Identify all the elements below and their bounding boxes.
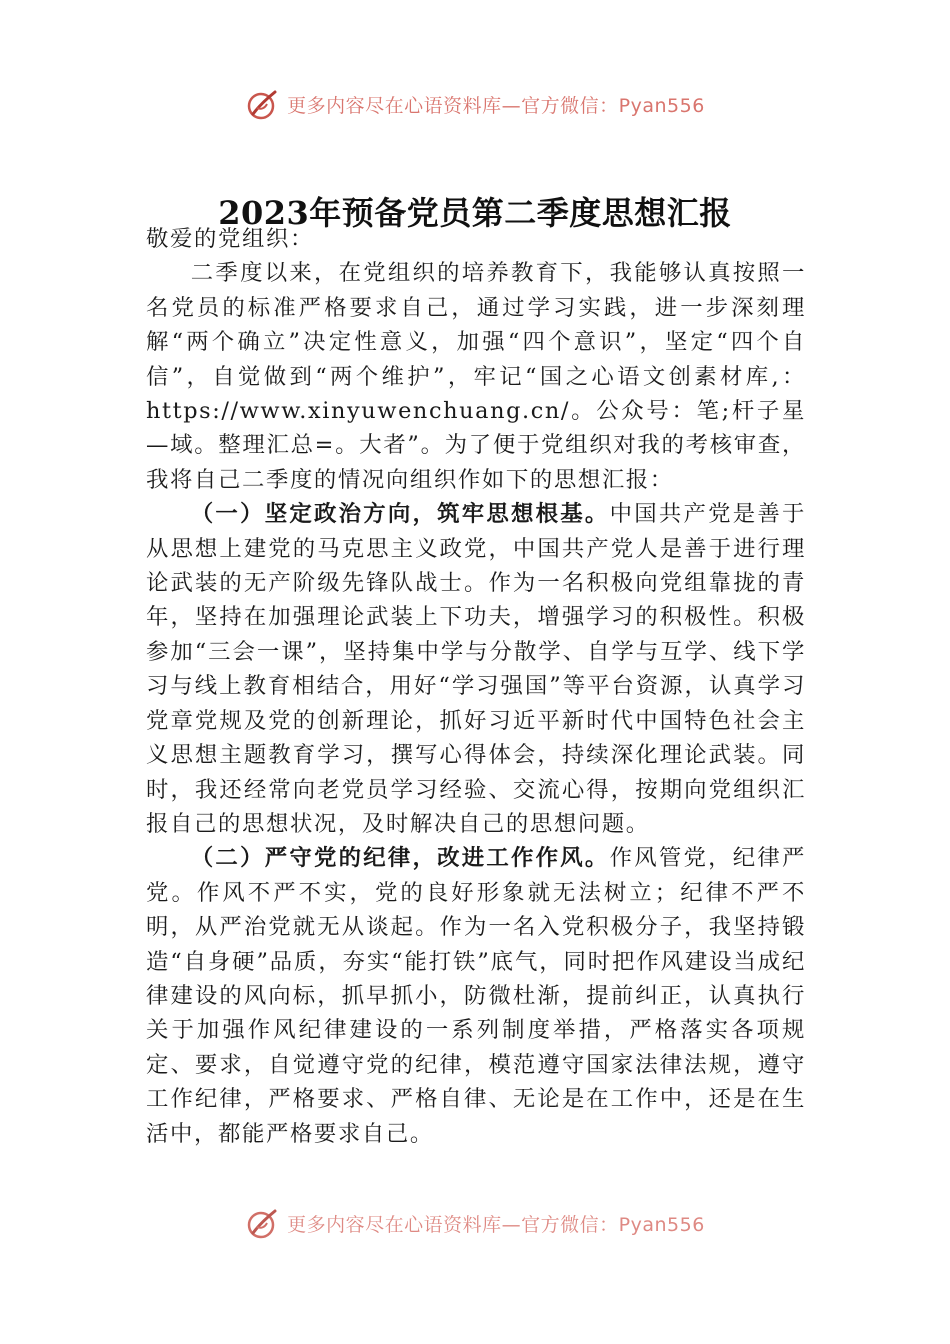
footer-watermark-inner xyxy=(245,1205,705,1241)
brush-logo-icon xyxy=(245,1205,281,1241)
document-title: 2023年预备党员第二季度思想汇报 xyxy=(218,194,732,232)
section-one-paragraph xyxy=(146,497,806,841)
section-two-heading: （二）严守党的纪律，改进工作作风。 xyxy=(190,845,610,872)
brush-logo-icon xyxy=(245,86,281,122)
section-one-heading: （一）坚定政治方向，筑牢思想根基。 xyxy=(190,501,610,528)
footer-watermark-text: 更多内容尽在心语资料库—官方微信：Pyan556 xyxy=(287,1213,705,1236)
section-two-paragraph xyxy=(146,841,806,1151)
header-watermark-inner xyxy=(245,86,705,122)
footer-watermark xyxy=(0,1205,950,1241)
salutation: 敬爱的党组织： xyxy=(146,226,314,252)
intro-paragraph: 二季度以来，在党组织的培养教育下，我能够认真按照一名党员的标准严格要求自己，通过学习实践，进一步深刻理解“两个确立”决定性意义，加强“四个意识”，坚定“四个自信”，自觉做到“两个维护”，牢记“国之心语文创素材库,：https://www.xinyuwenchuang.cn/。公众号：笔;杆子星—域。整理汇总=。大者”。为了便于党组织对我的考核审查，我将自己二季度的情况向组织作如下的思想汇报： xyxy=(146,260,806,493)
header-watermark-text: 更多内容尽在心语资料库—官方微信：Pyan556 xyxy=(287,94,705,117)
section-one-body: 中国共产党是善于从思想上建党的马克思主义政党，中国共产党人是善于进行理论武装的无产阶级先锋队战士。作为一名积极向党组靠拢的青年，坚持在加强理论武装上下功夫，增强学习的积极性。积极参加“三会一课”，坚持集中学与分散学、自学与互学、线下学习与线上教育相结合，用好“学习强国”等平台资源，认真学习党章党规及党的创新理论，抓好习近平新时代中国特色社会主义思想主题教育学习，撰写心得体会，持续深化理论武装。同时，我还经常向老党员学习经验、交流心得，按期向党组织汇报自己的思想状况，及时解决自己的思想问题。 xyxy=(146,501,806,837)
document-body xyxy=(146,222,806,1151)
header-watermark xyxy=(0,82,950,126)
section-two-body: 作风管党，纪律严党。作风不严不实，党的良好形象就无法树立；纪律不严不明，从严治党就无从谈起。作为一名入党积极分子，我坚持锻造“自身硬”品质，夯实“能打铁”底气，同时把作风建设当成纪律建设的风向标，抓早抓小，防微杜渐，提前纠正，认真执行关于加强作风纪律建设的一系列制度举措，严格落实各项规定、要求，自觉遵守党的纪律，模范遵守国家法律法规，遵守工作纪律，严格要求、严格自律、无论是在工作中，还是在生活中，都能严格要求自己。 xyxy=(146,845,806,1147)
